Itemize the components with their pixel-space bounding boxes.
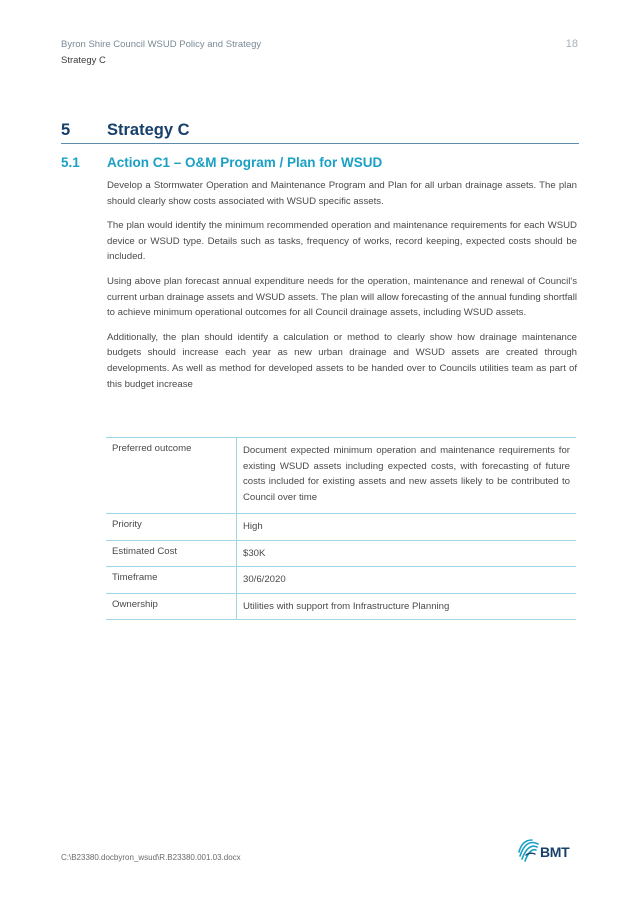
section-title: Strategy C	[107, 121, 190, 139]
table-row	[106, 438, 576, 514]
section-heading	[61, 121, 579, 144]
row-label: Preferred outcome	[106, 438, 237, 514]
paragraph: The plan would identify the minimum recommended operation and maintenance requirements for each WSUD device or WSUD type. Details such as tasks, frequency of works, record keeping, expected costs should be included.	[107, 220, 577, 263]
row-value: Utilities with support from Infrastructure Planning	[237, 593, 577, 620]
table-row	[106, 593, 576, 620]
header-section-name: Strategy C	[61, 55, 106, 66]
row-label: Estimated Cost	[106, 540, 237, 567]
paragraph: Using above plan forecast annual expenditure needs for the operation, maintenance and renewal of Council's current urban drainage assets and WSUD assets. The plan will allow forecasting of the annual funding shortfall to achieve minimum operational outcomes for all Council drainage assets, including WSUD assets.	[107, 275, 577, 319]
row-value: 30/6/2020	[237, 567, 577, 594]
action-summary-table	[106, 437, 576, 620]
bmt-logo-text: BMT	[540, 844, 570, 860]
row-label: Timeframe	[106, 567, 237, 594]
row-label: Priority	[106, 514, 237, 541]
table-row	[106, 514, 576, 541]
row-value: Document expected minimum operation and maintenance requirements for existing WSUD assets including expected costs, with forecasting of future costs included for existing assets and new assets likely to be contributed to Council over time	[237, 438, 577, 514]
paragraph: Develop a Stormwater Operation and Maintenance Program and Plan for all urban drainage assets. The plan should clearly show costs associated with WSUD specific assets.	[107, 180, 577, 207]
body-text	[107, 178, 577, 401]
row-label: Ownership	[106, 593, 237, 620]
subsection-number: 5.1	[61, 155, 80, 170]
paragraph: Additionally, the plan should identify a calculation or method to clearly show how drainage maintenance budgets should increase each year as new urban drainage and WSUD assets are created through developments. As well as method for developed assets to be handed over to Councils utilities team as part of this budget increase	[107, 331, 577, 390]
table-row	[106, 540, 576, 567]
section-number: 5	[61, 121, 71, 139]
header-doc-title: Byron Shire Council WSUD Policy and Strategy	[61, 39, 262, 50]
row-value: $30K	[237, 540, 577, 567]
row-value: High	[237, 514, 577, 541]
subsection-title: Action C1 – O&M Program / Plan for WSUD	[107, 155, 383, 170]
footer-file-path: C:\B23380.docbyron_wsud\R.B23380.001.03.docx	[61, 853, 241, 862]
table-row	[106, 567, 576, 594]
page-number: 18	[565, 38, 578, 50]
